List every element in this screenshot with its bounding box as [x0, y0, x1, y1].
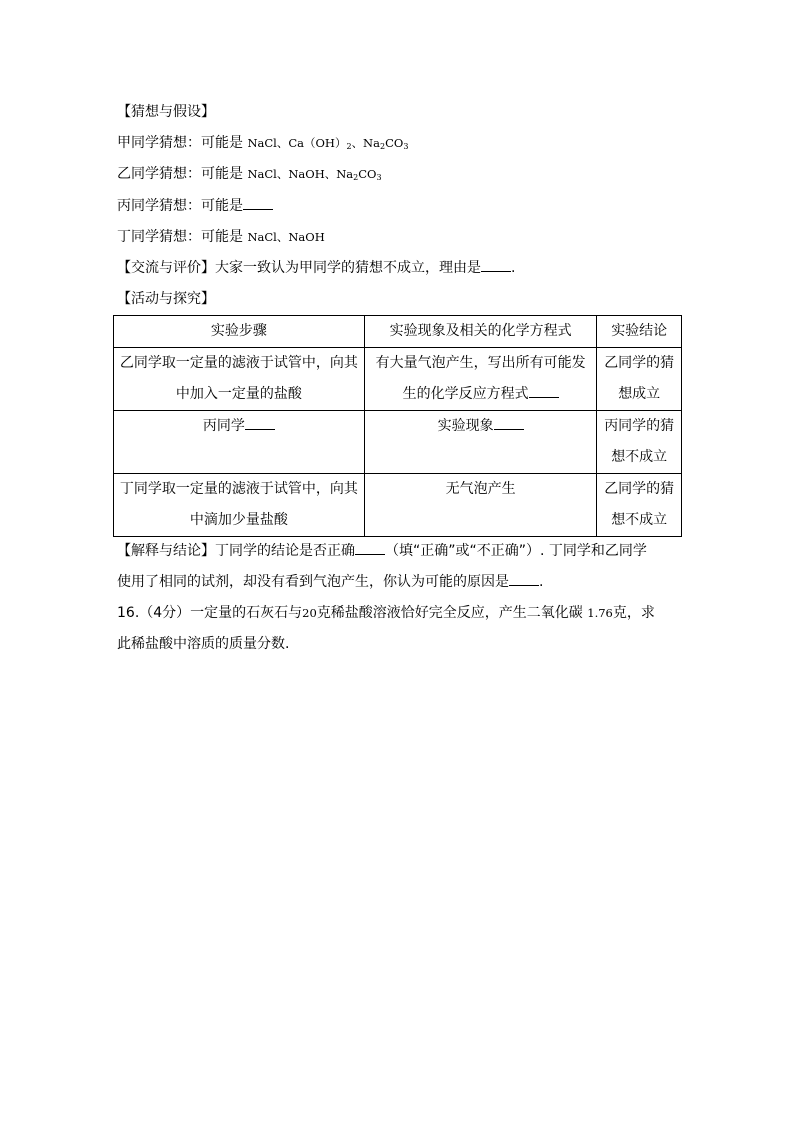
guess-ding-label: 丁同学猜想：可能是	[117, 229, 243, 245]
guess-jia-label: 甲同学猜想：可能是	[117, 135, 243, 151]
table-cell: 乙同学的猜想不成立	[597, 474, 682, 537]
answer-blank[interactable]	[494, 417, 524, 430]
guess-jia	[117, 133, 408, 157]
guess-bing	[117, 196, 273, 216]
question-16-line-1: 16.（4分）一定量的石灰石与20克稀盐酸溶液恰好完全反应，产生二氧化碳 1.76克，求	[117, 605, 655, 621]
table-cell: 丙同学的猜想不成立	[597, 411, 682, 474]
answer-blank[interactable]	[355, 542, 385, 555]
table-row	[114, 474, 682, 537]
guess-bing-label: 丙同学猜想：可能是	[117, 198, 243, 214]
table-header-cell: 实验步骤	[114, 316, 365, 348]
table-header-row	[114, 316, 682, 348]
guess-yi	[117, 164, 382, 188]
guess-yi-formula: NaCl、NaOH、$Na_2CO_3$	[247, 167, 382, 182]
conclusion-line-2: 使用了相同的试剂，却没有看到气泡产生，你认为可能的原因是 .	[117, 574, 544, 590]
heading-guess: 【猜想与假设】	[117, 104, 215, 120]
table-cell: 乙同学取一定量的滤液于试管中，向其中加入一定量的盐酸	[114, 348, 365, 411]
answer-blank[interactable]	[509, 573, 539, 586]
table-row	[114, 411, 682, 474]
guess-yi-label: 乙同学猜想：可能是	[117, 166, 243, 182]
table-header-cell: 实验现象及相关的化学方程式	[364, 316, 597, 348]
answer-blank[interactable]	[529, 385, 559, 398]
table-cell: 丁同学取一定量的滤液于试管中，向其中滴加少量盐酸	[114, 474, 365, 537]
table-row	[114, 348, 682, 411]
answer-blank[interactable]	[243, 197, 273, 210]
guess-ding	[117, 227, 325, 247]
guess-ding-formula: NaCl、NaOH	[247, 230, 325, 244]
answer-blank[interactable]	[245, 417, 275, 430]
table-cell: 有大量气泡产生，写出所有可能发生的化学反应方程式	[364, 348, 597, 411]
conclusion-line-1: 【解释与结论】丁同学的结论是否正确 （填“正确”或“不正确”）. 丁同学和乙同学	[117, 543, 647, 559]
table-header-cell: 实验结论	[597, 316, 682, 348]
question-16-line-2: 此稀盐酸中溶质的质量分数.	[117, 636, 290, 652]
answer-blank[interactable]	[481, 259, 511, 272]
exchange-evaluation: 【交流与评价】大家一致认为甲同学的猜想不成立，理由是 .	[117, 260, 516, 276]
heading-activity: 【活动与探究】	[117, 291, 215, 307]
table-cell: 无气泡产生	[364, 474, 597, 537]
table-cell: 丙同学	[114, 411, 365, 474]
experiment-table	[113, 315, 682, 537]
table-cell: 乙同学的猜想成立	[597, 348, 682, 411]
guess-jia-formula: NaCl、$Ca(OH)_2$、$Na_2CO_3$	[247, 136, 409, 151]
table-cell: 实验现象	[364, 411, 597, 474]
